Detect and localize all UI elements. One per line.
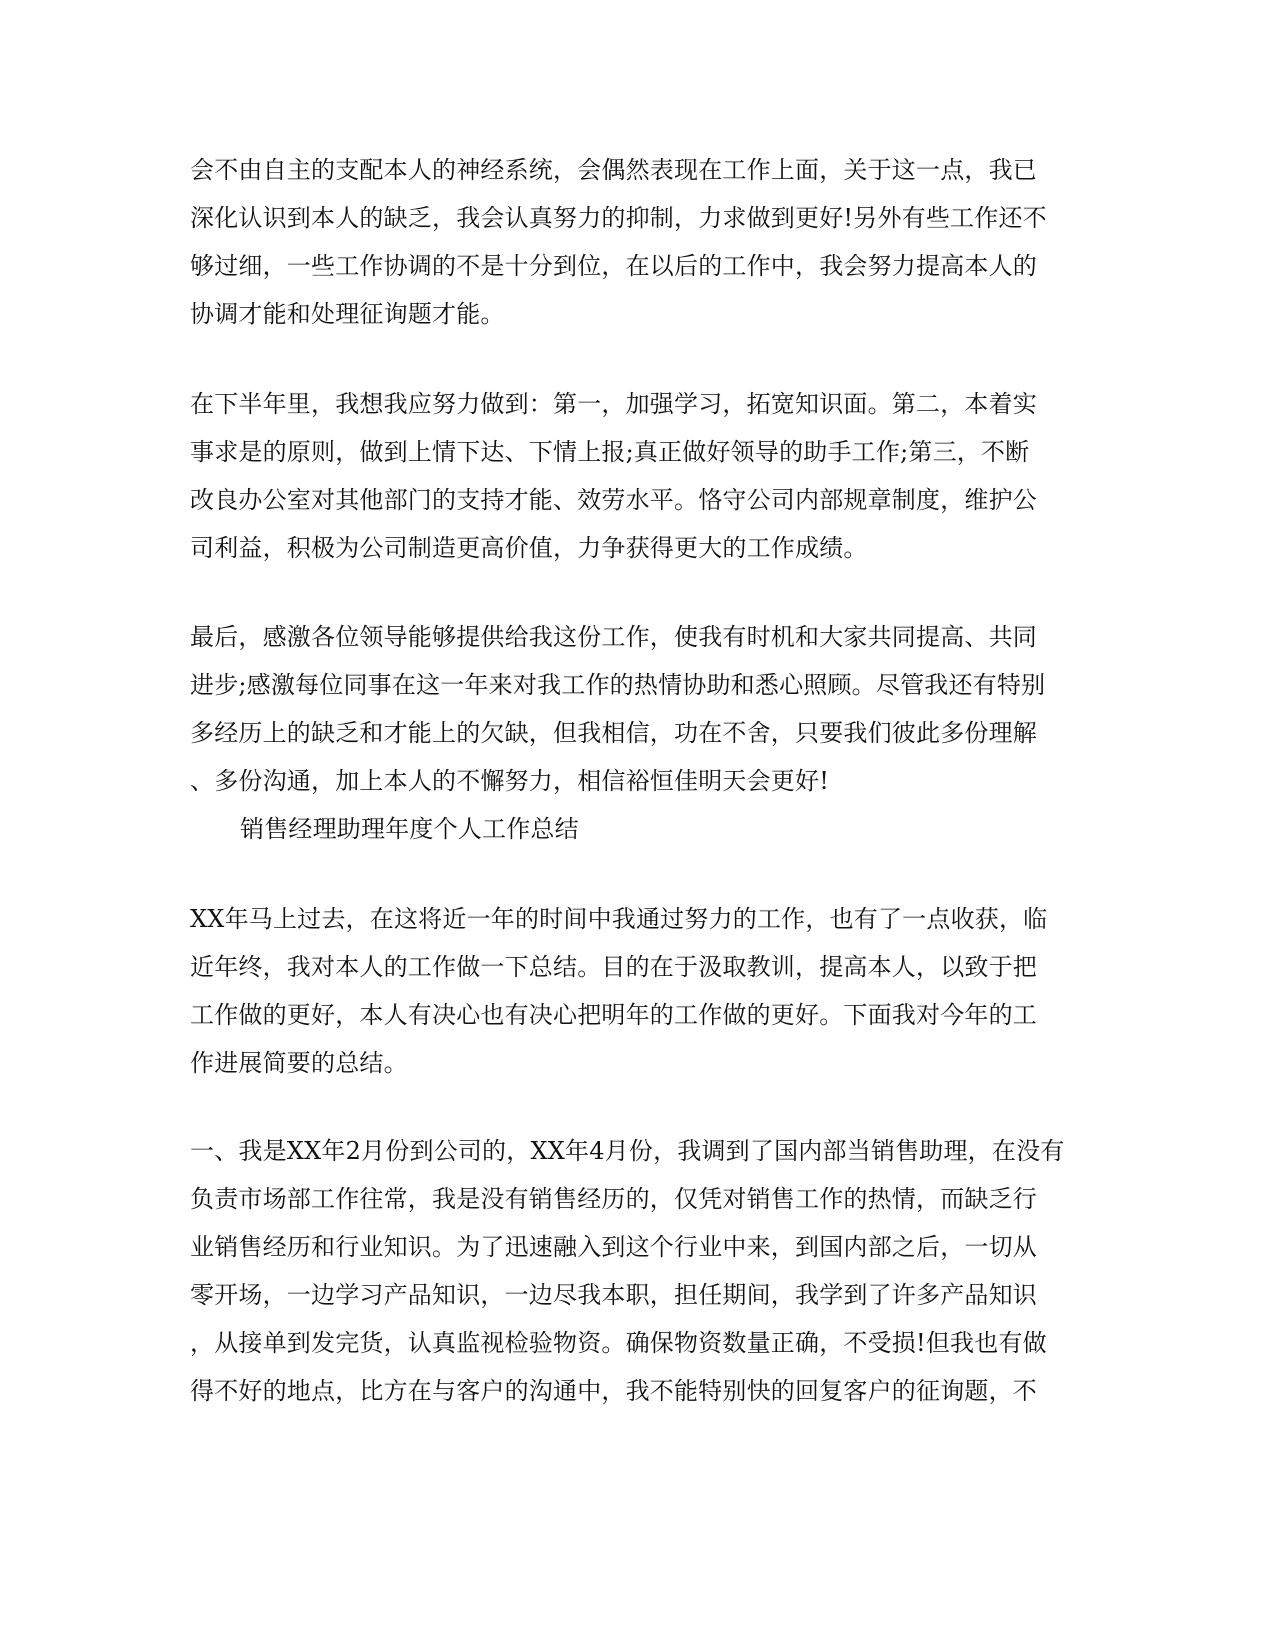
text-line: 改良办公室对其他部门的支持才能、效劳水平。恪守公司内部规章制度，维护公: [190, 486, 1037, 514]
text-line: 近年终，我对本人的工作做一下总结。目的在于汲取教训，提高本人，以致于把: [190, 953, 1037, 981]
text-line: 多经历上的缺乏和才能上的欠缺，但我相信，功在不舍，只要我们彼此多份理解: [190, 719, 1037, 747]
text-line: 零开场，一边学习产品知识，一边尽我本职，担任期间，我学到了许多产品知识: [190, 1281, 1037, 1309]
text-line: 深化认识到本人的缺乏，我会认真努力的抑制，力求做到更好!另外有些工作还不: [190, 204, 1047, 232]
text-line: 会不由自主的支配本人的神经系统，会偶然表现在工作上面，关于这一点，我已: [190, 156, 1037, 184]
text-line: 最后，感激各位领导能够提供给我这份工作，使我有时机和大家共同提高、共同: [190, 623, 1037, 651]
text-line: 作进展简要的总结。: [190, 1049, 408, 1077]
section-title: 销售经理助理年度个人工作总结: [240, 815, 579, 843]
text-line: 协调才能和处理征询题才能。: [190, 300, 505, 328]
paragraph-3: [190, 613, 1090, 805]
text-line: XX年马上过去，在这将近一年的时间中我通过努力的工作，也有了一点收获，临: [190, 905, 1048, 933]
text-line: 得不好的地点，比方在与客户的沟通中，我不能特别快的回复客户的征询题，不: [190, 1377, 1037, 1405]
text-line: 一、我是XX年2月份到公司的，XX年4月份，我调到了国内部当销售助理，在没有: [190, 1137, 1065, 1165]
text-line: 、多份沟通，加上本人的不懈努力，相信裕恒佳明天会更好!: [190, 767, 830, 795]
text-line: 进步;感激每位同事在这一年来对我工作的热情协助和悉心照顾。尽管我还有特别: [190, 671, 1046, 699]
text-line: ，从接单到发完货，认真监视检验物资。确保物资数量正确，不受损!但我也有做: [190, 1329, 1047, 1357]
text-line: 负责市场部工作往常，我是没有销售经历的，仅凭对销售工作的热情，而缺乏行: [190, 1185, 1037, 1213]
text-line: 够过细，一些工作协调的不是十分到位，在以后的工作中，我会努力提高本人的: [190, 252, 1037, 280]
text-line: 业销售经历和行业知识。为了迅速融入到这个行业中来，到国内部之后，一切从: [190, 1233, 1037, 1261]
text-line: 工作做的更好，本人有决心也有决心把明年的工作做的更好。下面我对今年的工: [190, 1001, 1037, 1029]
text-line: 司利益，积极为公司制造更高价值，力争获得更大的工作成绩。: [190, 534, 868, 562]
section-title-block: [190, 805, 1090, 853]
paragraph-2: [190, 380, 1090, 572]
paragraph-5: [190, 1127, 1090, 1415]
paragraph-1: [190, 146, 1090, 338]
paragraph-4: [190, 895, 1090, 1087]
text-line: 在下半年里，我想我应努力做到：第一，加强学习，拓宽知识面。第二，本着实: [190, 390, 1037, 418]
text-line: 事求是的原则，做到上情下达、下情上报;真正做好领导的助手工作;第三，不断: [190, 438, 1030, 466]
